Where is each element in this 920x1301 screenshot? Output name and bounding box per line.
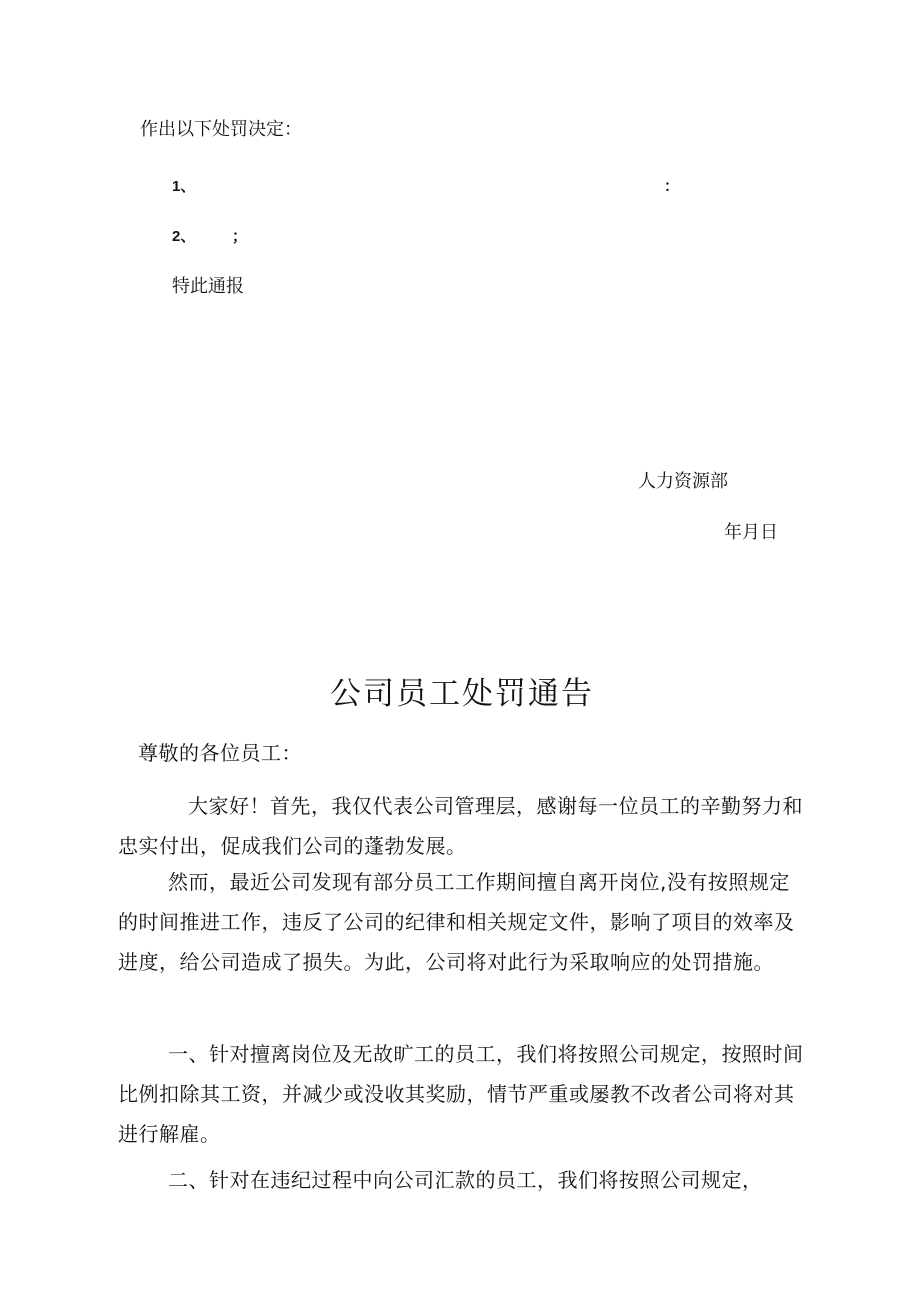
paragraph-penalty-1: 一、针对擅离岗位及无故旷工的员工，我们将按照公司规定，按照时间比例扣除其工资，并减少或没收其奖励，情节严重或屡教不改者公司将对其进行解雇。 — [118, 1042, 804, 1146]
item-1-number: 1、 — [172, 178, 196, 195]
item-1-end-mark: ： — [664, 178, 680, 195]
paragraph-penalty-2: 二、针对在违纪过程中向公司汇款的员工，我们将按照公司规定， — [168, 1168, 763, 1192]
date-line: 年月日 — [724, 522, 778, 543]
department-signature: 人力资源部 — [638, 471, 728, 492]
decision-intro: 作出以下处罚决定： — [140, 119, 302, 140]
item-2-number: 2、 — [172, 228, 196, 245]
salutation: 尊敬的各位员工： — [138, 741, 302, 765]
paragraph-greeting: 大家好！首先，我仅代表公司管理层，感谢每一位员工的辛勤努力和忠实付出，促成我们公司的蓬勃发展。 — [118, 794, 803, 858]
paragraph-issue: 然而，最近公司发现有部分员工工作期间擅自离开岗位,没有按照规定的时间推进工作，违反了公司的纪律和相关规定文件，影响了项目的效率及进度，给公司造成了损失。为此，公司将对此行为采取响应的处罚措施。 — [118, 870, 795, 974]
item-2-end-mark: ； — [232, 228, 248, 245]
notice-end: 特此通报 — [172, 276, 244, 297]
notice-title: 公司员工处罚通告 — [330, 676, 594, 712]
